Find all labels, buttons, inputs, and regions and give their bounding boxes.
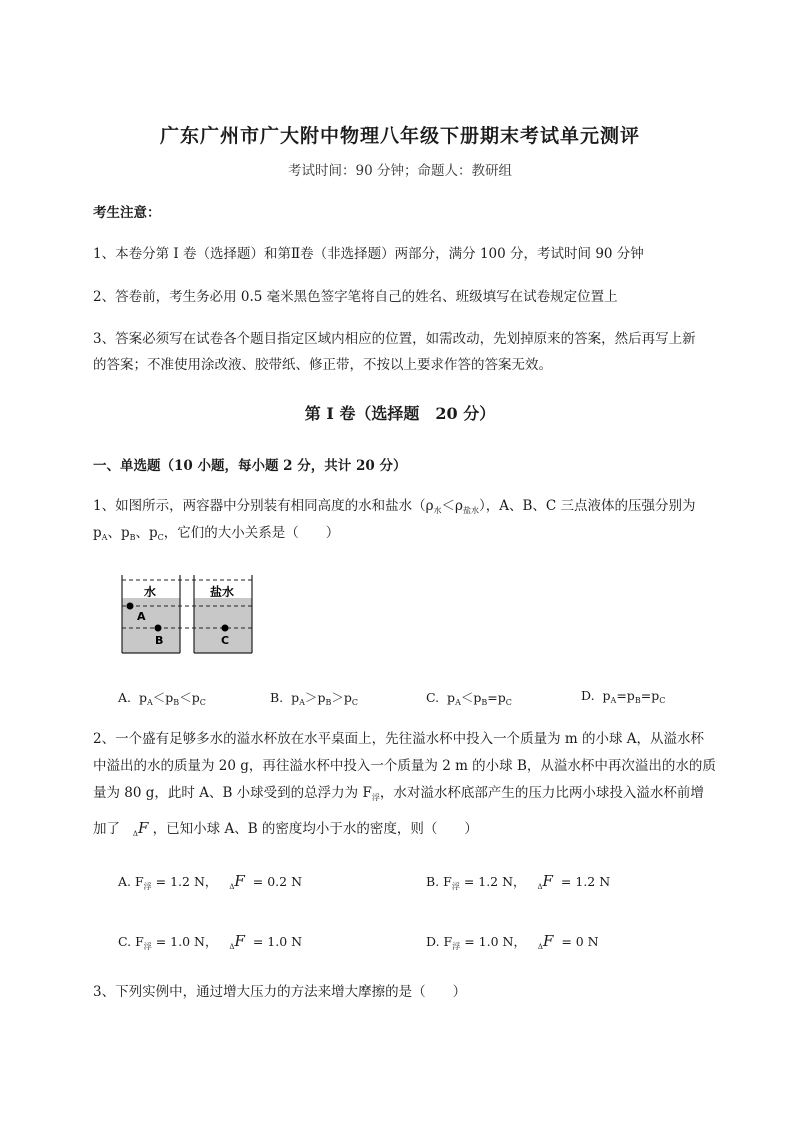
- point-a-dot: [127, 603, 134, 610]
- q2-option-c[interactable]: C. $F_浮 = 1.0$ N， $_\Delta$F = 1.0 N: [118, 932, 303, 951]
- q1-option-a[interactable]: A. $p_A<p_B<p_C$: [118, 690, 206, 707]
- point-c-label: C: [221, 634, 230, 647]
- point-b-label: B: [155, 634, 164, 647]
- q1-option-b[interactable]: B. $p_A>p_B>p_C$: [270, 690, 358, 707]
- q2-option-b[interactable]: B. $F_浮 = 1.2$ N， $_\Delta$F = 1.2 N: [426, 872, 611, 891]
- q1-option-c[interactable]: C. $p_A<p_B=p_C$: [426, 690, 512, 707]
- notice-item-2: 2、答卷前，考生务必用 0.5 毫米黑色签字笔将自己的姓名、班级填写在试卷规定位置上: [93, 289, 618, 305]
- exam-info: 考试时间：90 分钟；命题人：教研组: [288, 163, 512, 179]
- question-1-stem-cont: $p_A$、$p_B$、$p_C$，它们的大小关系是（ ）: [93, 525, 340, 542]
- notice-item-3: 3、答案必须写在试卷各个题目指定区域内相应的位置，如需改动，先划掉原来的答案，然后再写上新: [93, 331, 696, 347]
- q2-option-d[interactable]: D. $F_浮 = 1.0$ N， $_\Delta$F = 0 N: [426, 932, 599, 951]
- question-2-stem-4: 加了 $_\Delta$F ，已知小球 A、B 的密度均小于水的密度，则（ ）: [93, 819, 478, 838]
- question-1-stem: 1、如图所示，两容器中分别装有相同高度的水和盐水$(\rho_水<\rho_{盐水})$，A、B、C 三点液体的压强分别为: [93, 498, 696, 515]
- point-b-dot: [155, 625, 162, 632]
- page-title: 广东广州市广大附中物理八年级下册期末考试单元测评: [159, 125, 640, 147]
- notice-heading: 考生注意：: [93, 205, 161, 221]
- question-2-stem-3: 量为 80 g，此时 A、B 小球受到的总浮力为 $F_浮$，水对溢水杯底部产生的压力比两小球投入溢水杯前增: [93, 785, 704, 802]
- question-2-stem-2: 中溢出的水的质量为 20 g，再往溢水杯中投入一个质量为 2 m 的小球 B，从溢水杯中再次溢出的水的质: [93, 758, 716, 774]
- containers-figure: [118, 570, 258, 656]
- notice-item-3-cont: 的答案；不准使用涂改液、胶带纸、修正带，不按以上要求作答的答案无效。: [93, 357, 552, 373]
- question-3-stem: 3、下列实例中，通过增大压力的方法来增大摩擦的是（ ）: [93, 984, 467, 1000]
- point-c-dot: [222, 625, 229, 632]
- section-title: 第 I 卷（选择题 20 分）: [304, 404, 496, 423]
- q2-option-a[interactable]: A. $F_浮 = 1.2$ N， $_\Delta$F = 0.2 N: [118, 872, 303, 891]
- saltwater-label: 盐水: [210, 585, 235, 599]
- notice-item-1: 1、本卷分第 I 卷（选择题）和第Ⅱ卷（非选择题）两部分，满分 100 分，考试时间 90 分钟: [93, 246, 644, 262]
- point-a-label: A: [137, 610, 146, 623]
- q1-option-d[interactable]: D. $p_A=p_B=p_C$: [581, 688, 666, 705]
- question-2-stem: 2、一个盛有足够多水的溢水杯放在水平桌面上，先往溢水杯中投入一个质量为 m 的小球 A，从溢水杯: [93, 731, 705, 747]
- water-label: 水: [144, 585, 157, 599]
- part-title: 一、单选题（10 小题，每小题 2 分，共计 20 分）: [93, 458, 407, 474]
